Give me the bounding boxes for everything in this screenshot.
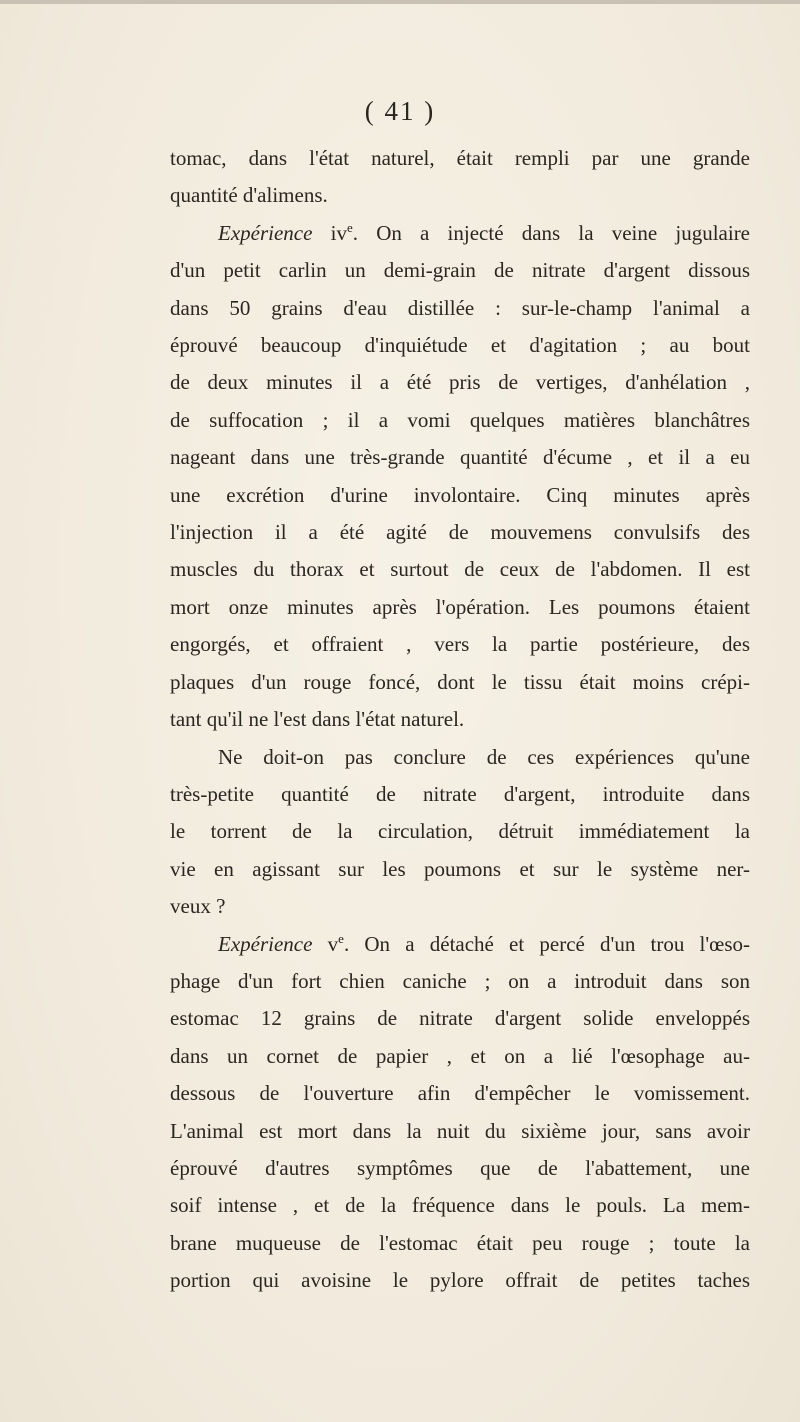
text-line: plaques d'un rouge foncé, dont le tissu était moins crépi- [170, 669, 750, 694]
experiment-number: v [312, 931, 339, 956]
experiment-number-superscript: e [346, 219, 353, 235]
text-line: dans 50 grains d'eau distillée : sur-le-champ l'animal a [170, 295, 750, 320]
page-number: ( 41 ) [364, 96, 436, 126]
experiment-heading-line [170, 215, 750, 252]
experiment-text: . On a détaché et percé d'un trou l'œso- [343, 931, 751, 956]
text-line: nageant dans une très-grande quantité d'écume , et il a eu [170, 445, 750, 470]
text-line: brane muqueuse de l'estomac était peu rouge ; toute la [170, 1230, 750, 1255]
text-line: éprouvé d'autres symptômes que de l'abattement, une [170, 1155, 750, 1180]
text-line: dans un cornet de papier , et on a lié l'œsophage au- [170, 1043, 750, 1068]
text-line: veux ? [170, 894, 226, 919]
experiment-number-superscript: e [338, 930, 344, 946]
text-line: dessous de l'ouverture afin d'empêcher le vomissement. [170, 1081, 750, 1106]
text-line: quantité d'alimens. [170, 183, 328, 208]
experiment-title: Expérience [218, 931, 313, 956]
text-line: mort onze minutes après l'opération. Les poumons étaient [170, 594, 750, 619]
text-line: de deux minutes il a été pris de vertiges, d'anhélation , [170, 370, 750, 395]
text-line: L'animal est mort dans la nuit du sixième jour, sans avoir [170, 1118, 750, 1143]
text-line: Ne doit-on pas conclure de ces expériences qu'une [218, 744, 750, 769]
text-line: vie en agissant sur les poumons et sur le système ner- [170, 856, 750, 881]
text-line: engorgés, et offraient , vers la partie postérieure, des [170, 632, 750, 657]
experiment-number: iv [312, 220, 347, 245]
text-line: tomac, dans l'état naturel, était rempli par une grande [170, 146, 750, 170]
text-line: estomac 12 grains de nitrate d'argent solide enveloppés [170, 1006, 750, 1031]
page-top-edge [0, 0, 800, 4]
text-line: une excrétion d'urine involontaire. Cinq minutes après [170, 482, 750, 507]
text-line: l'injection il a été agité de mouvemens convulsifs des [170, 520, 750, 545]
experiment-text: . On a injecté dans la veine jugulaire [352, 220, 751, 245]
body-text [170, 140, 750, 1300]
experiment-title: Expérience [218, 220, 313, 245]
text-line: de suffocation ; il a vomi quelques matières blanchâtres [170, 407, 750, 432]
text-line: muscles du thorax et surtout de ceux de l'abdomen. Il est [170, 557, 750, 582]
experiment-heading-line [170, 926, 750, 963]
text-line: d'un petit carlin un demi-grain de nitrate d'argent dissous [170, 258, 750, 283]
text-line: tant qu'il ne l'est dans l'état naturel. [170, 707, 465, 732]
text-line: éprouvé beaucoup d'inquiétude et d'agitation ; au bout [170, 333, 750, 358]
text-line: portion qui avoisine le pylore offrait de petites taches [170, 1268, 750, 1293]
text-line: le torrent de la circulation, détruit immédiatement la [170, 819, 750, 844]
text-line: très-petite quantité de nitrate d'argent, introduite dans [170, 781, 750, 806]
text-line: soif intense , et de la fréquence dans le pouls. La mem- [170, 1193, 750, 1218]
text-line: phage d'un fort chien caniche ; on a introduit dans son [170, 968, 750, 993]
